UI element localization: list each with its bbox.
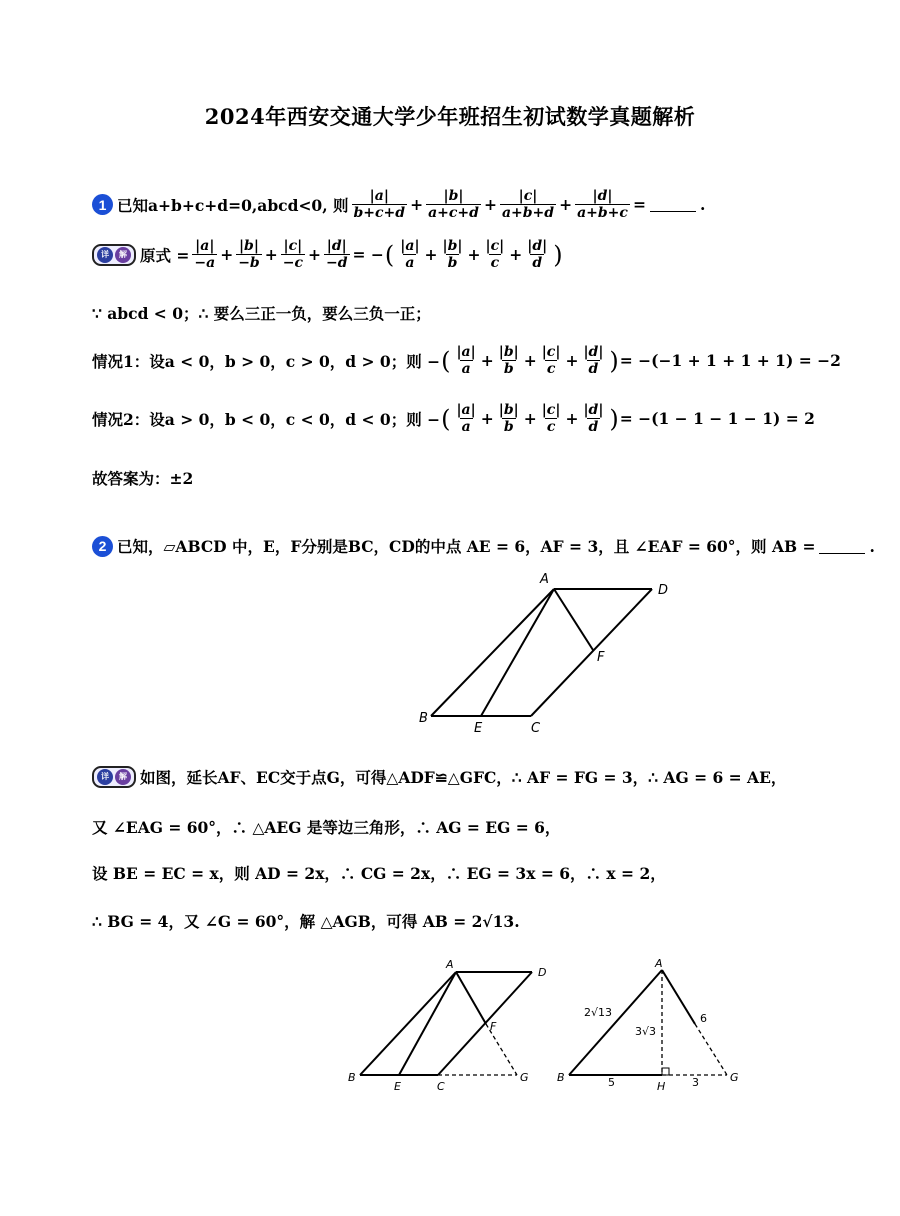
solution-2-line-2: 又 ∠EAG = 60°，∴ △AEG 是等边三角形，∴ AG = EG = 6， <box>92 818 561 837</box>
label-a2: A <box>446 958 454 971</box>
fraction: $\frac{|c|}{c}$ <box>541 344 561 378</box>
label-ab-length: 2√13 <box>584 1006 613 1019</box>
question-number-badge: 1 <box>92 194 113 215</box>
label-a3: A <box>655 957 663 970</box>
solution-2-line-4: ∴ BG = 4，又 ∠G = 60°，解 △AGB，可得 AB = 2√13. <box>92 912 520 931</box>
label-b: B <box>419 711 428 726</box>
question-2: 2 已知，▱ABCD 中，E，F分别是BC，CD的中点 AE = 6，AF = 3，且 ∠EAF = 60°，则 AB = . <box>92 535 875 557</box>
solution-1-answer: 故答案为：±2 <box>92 469 194 488</box>
fraction: $\frac{|b|}{b}$ <box>498 402 519 436</box>
fraction: $\frac{|b|}{-b}$ <box>238 238 260 272</box>
label-a: A <box>540 572 549 587</box>
solution-2-line-3: 设 BE = EC = x，则 AD = 2x，∴ CG = 2x，∴ EG = 3x = 6，∴ x = 2， <box>92 864 666 883</box>
solution-lead: 原式 = <box>140 245 190 265</box>
fraction: $\frac{|c|}{c}$ <box>485 238 505 272</box>
solution-2-line-1: 详 解 如图，延长AF、EC交于点G，可得△ADF≌△GFC，∴ AF = FG = 3，∴ AG = 6 = AE， <box>92 766 786 788</box>
question-1-text: 已知a+b+c+d=0,abcd<0, 则 <box>117 195 349 215</box>
answer-blank <box>819 539 865 554</box>
label-d: D <box>658 583 669 598</box>
fraction: $\frac{|c|}{c}$ <box>541 402 561 436</box>
label-c2: C <box>437 1080 445 1093</box>
fraction: $\frac{|a|}{-a}$ <box>194 238 216 272</box>
label-g2: G <box>520 1071 529 1084</box>
label-f: F <box>597 650 605 665</box>
fraction: $\frac{|b|}{b}$ <box>442 238 463 272</box>
fraction: $\frac{|d|}{a+b+c}$ <box>577 188 628 222</box>
fraction: $\frac{|a|}{a}$ <box>400 238 420 272</box>
question-2-text: 已知，▱ABCD 中，E，F分别是BC，CD的中点 AE = 6，AF = 3，且 ∠EAF = 60°，则 AB = <box>117 537 816 556</box>
label-bh-length: 5 <box>608 1076 615 1089</box>
solution-1-line-2: ∵ abcd < 0；∴ 要么三正一负，要么三负一正； <box>92 304 431 323</box>
solution-badge: 详 解 <box>92 244 136 266</box>
label-g3: G <box>730 1071 739 1084</box>
solution-badge: 详 解 <box>92 766 136 788</box>
question-1: 1 已知a+b+c+d=0,abcd<0, 则 $\frac{|a|}{b+c+d}$ + $\frac{|b|}{a+c+d}$ + $\frac{|c|}{a+b+d}$ + $\frac{|d|}{a+b+c}$ = . <box>92 188 705 221</box>
solution-1-case-2: 情况2：设a > 0，b < 0，c < 0，d < 0；则 − ( $\frac{|a|}{a}$ + $\frac{|b|}{b}$ + $\frac{|c|}{c}$ + $\frac{|d|}{d}$ ) = −(1 − 1 − 1 − 1) = 2 <box>92 402 815 436</box>
answer-blank <box>650 197 696 212</box>
fraction: $\frac{|c|}{-c}$ <box>282 238 303 272</box>
fraction: $\frac{|a|}{b+c+d}$ <box>353 188 406 222</box>
label-c: C <box>531 721 541 736</box>
equals-negative: = − <box>352 245 384 265</box>
label-e: E <box>474 721 483 736</box>
label-f2: F <box>490 1020 497 1033</box>
fraction: $\frac{|a|}{a}$ <box>456 344 476 378</box>
label-b3: B <box>557 1071 565 1084</box>
fraction: $\frac{|a|}{a}$ <box>456 402 476 436</box>
period: . <box>699 195 706 215</box>
label-hg-length: 3 <box>692 1076 699 1089</box>
fraction: $\frac{|d|}{d}$ <box>583 344 604 378</box>
label-h3: H <box>657 1080 666 1093</box>
fraction: $\frac{|c|}{a+b+d}$ <box>501 188 555 222</box>
label-d2: D <box>538 966 547 979</box>
page-title: 2024年西安交通大学少年班招生初试数学真题解析 <box>204 104 696 129</box>
fraction: $\frac{|d|}{d}$ <box>527 238 548 272</box>
label-b2: B <box>348 1071 356 1084</box>
fraction: $\frac{|b|}{b}$ <box>498 344 519 378</box>
label-ag-length: 6 <box>700 1012 707 1025</box>
fraction: $\frac{|d|}{-d}$ <box>326 238 348 272</box>
question-number-badge: 2 <box>92 536 113 557</box>
fraction: $\frac{|b|}{a+c+d}$ <box>428 188 479 222</box>
equals-sign: = <box>632 195 646 215</box>
solution-1-case-1: 情况1：设a < 0，b > 0，c > 0，d > 0；则 − ( $\frac{|a|}{a}$ + $\frac{|b|}{b}$ + $\frac{|c|}{c}$ + $\frac{|d|}{d}$ ) = −(−1 + 1 + 1 + 1) = −2 <box>92 344 841 378</box>
solution-1-line-1: 详 解 原式 = $\frac{|a|}{-a}$ + $\frac{|b|}{-b}$ + $\frac{|c|}{-c}$ + $\frac{|d|}{-d}$ = − ( $\frac{|a|}{a}$ + $\frac{|b|}{b}$ + $\frac{|c|}{c}$ + $\frac{|d|}{d}$ ) <box>92 238 564 271</box>
label-ah-length: 3√3 <box>635 1025 657 1038</box>
fraction: $\frac{|d|}{d}$ <box>583 402 604 436</box>
label-e2: E <box>394 1080 401 1093</box>
